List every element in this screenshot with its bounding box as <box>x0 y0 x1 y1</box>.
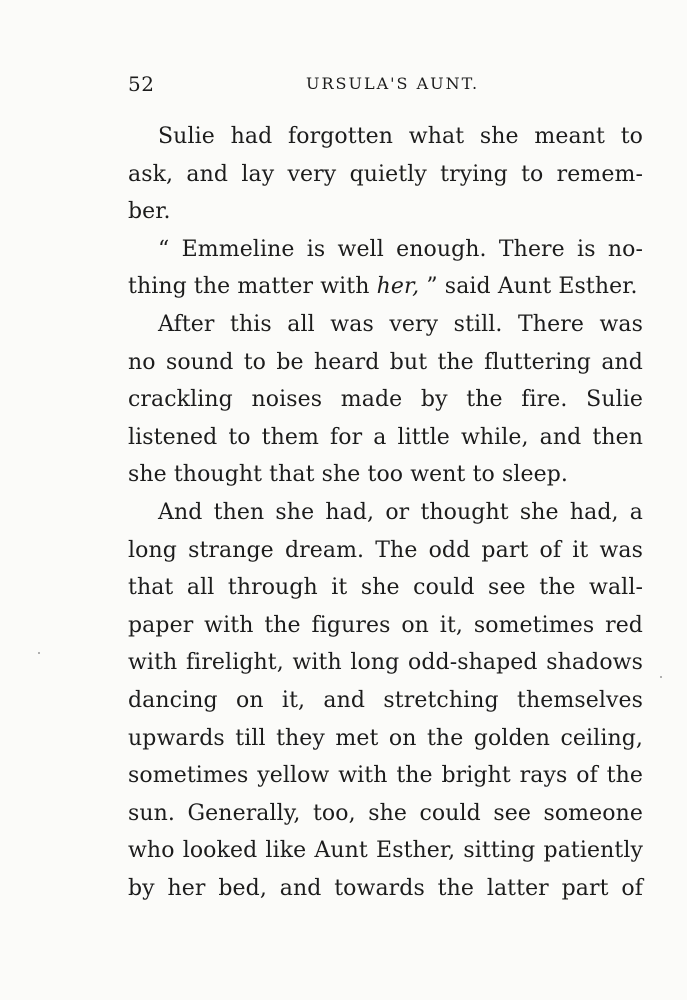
text-line: no sound to be heard but the fluttering and <box>128 349 643 375</box>
text-line: paper with the figures on it, sometimes red <box>128 612 643 638</box>
text-line: listened to them for a little while, and then <box>128 424 643 450</box>
text-line: long strange dream. The odd part of it was <box>128 537 643 563</box>
text-line: After this all was very still. There was <box>158 311 643 337</box>
text-line: “ Emmeline is well enough. There is no- <box>158 236 643 262</box>
text-line: with firelight, with long odd-shaped shadows <box>128 650 643 676</box>
text-line: ber. <box>128 199 171 225</box>
paper-speck <box>660 676 662 678</box>
text-line: ask, and lay very quietly trying to remem- <box>128 161 643 187</box>
text-line: she thought that she too went to sleep. <box>128 462 569 488</box>
text-line: upwards till they met on the golden ceiling, <box>128 725 643 751</box>
text-line: by her bed, and towards the latter part of <box>128 875 643 901</box>
body-text <box>128 118 643 907</box>
text-line: thing the matter with her, ” said Aunt Esther. <box>128 274 638 300</box>
text-line: crackling noises made by the fire. Sulie <box>128 387 643 413</box>
text-line: dancing on it, and stretching themselves <box>128 687 643 713</box>
italic-word: her, <box>376 274 420 300</box>
page-header <box>128 72 643 102</box>
page-number: 52 <box>128 72 155 96</box>
text-line: And then she had, or thought she had, a <box>158 499 643 525</box>
text-line: sometimes yellow with the bright rays of the <box>128 763 643 789</box>
text-line: that all through it she could see the wall- <box>128 575 643 601</box>
paper-speck <box>38 652 40 654</box>
text-line: who looked like Aunt Esther, sitting patiently <box>128 838 643 864</box>
running-head: URSULA'S AUNT. <box>306 74 480 93</box>
text-line: Sulie had forgotten what she meant to <box>158 124 643 149</box>
text-line: sun. Generally, too, she could see someone <box>128 800 643 826</box>
